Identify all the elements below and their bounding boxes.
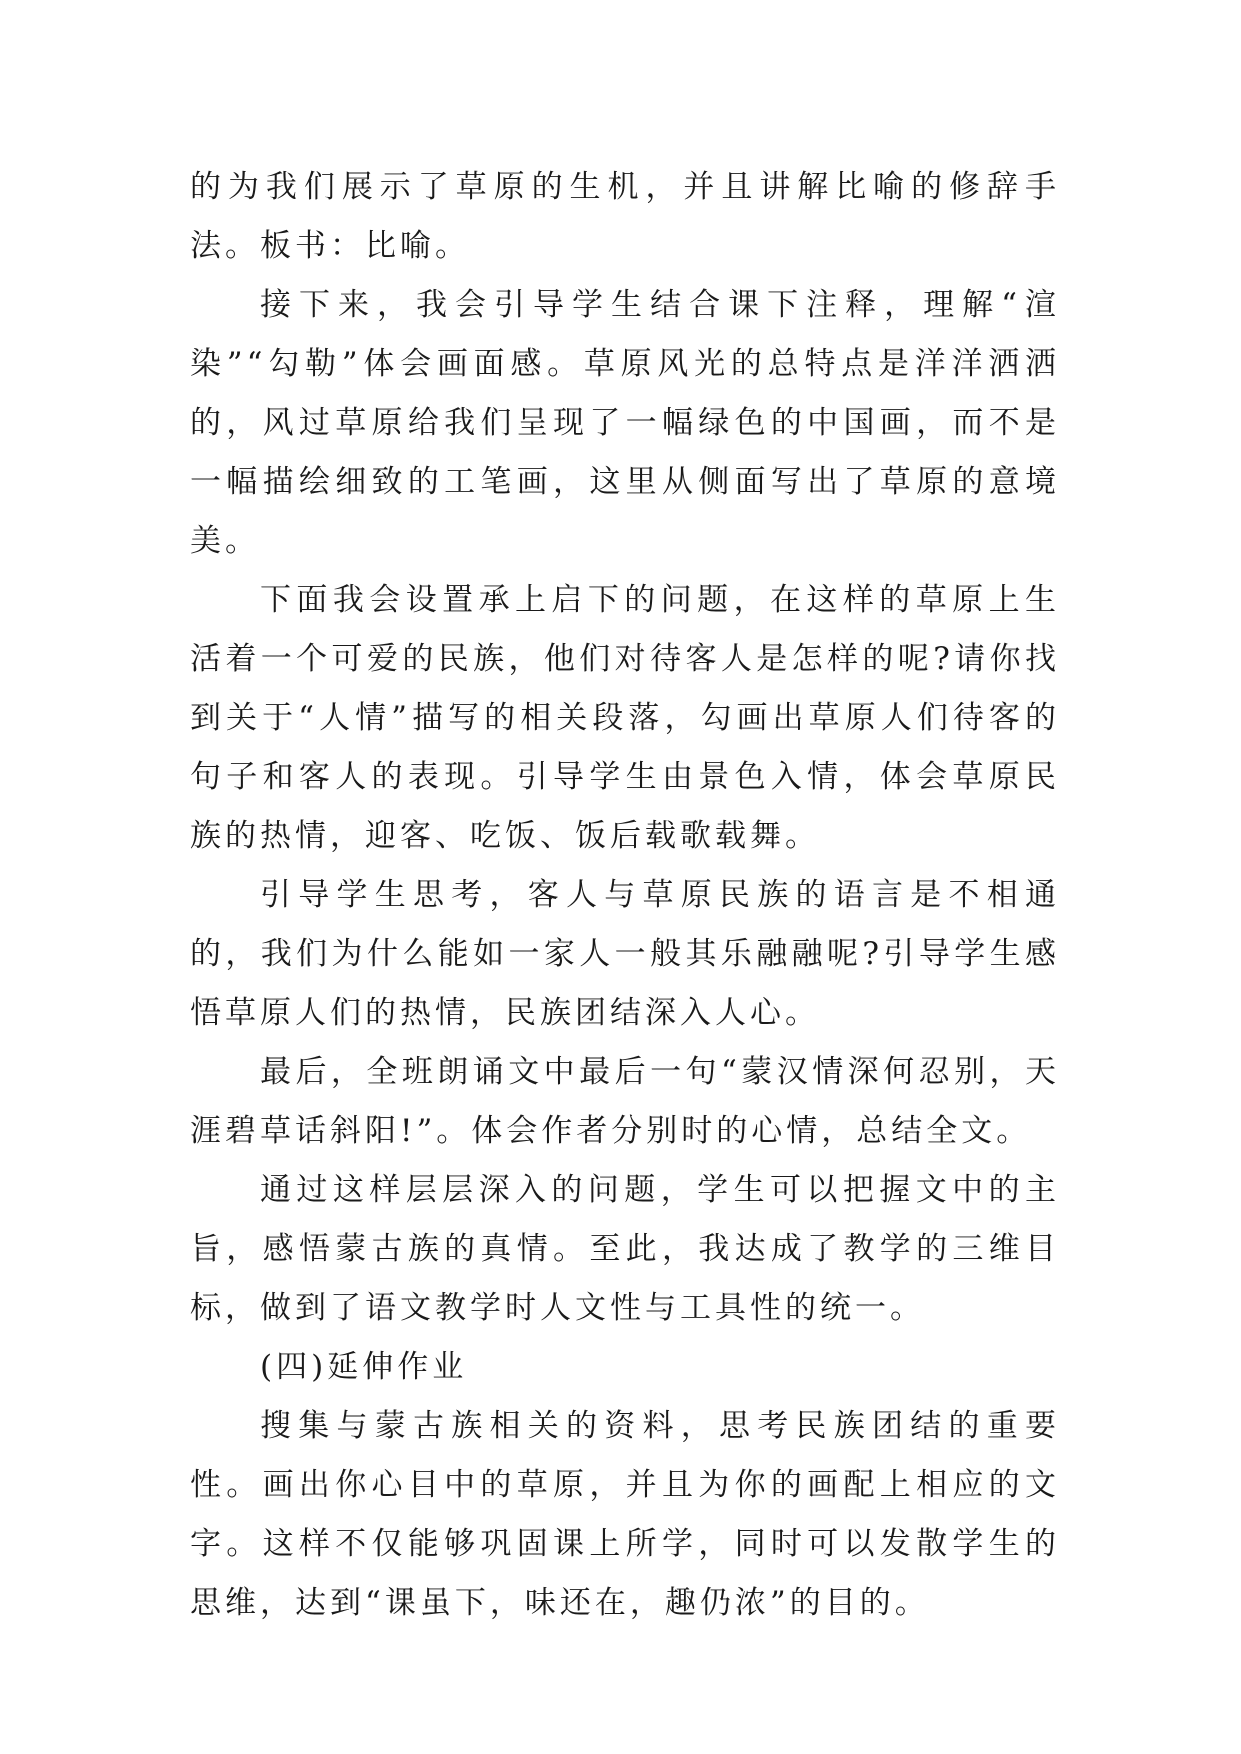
paragraph-unity: 引导学生思考，客人与草原民族的语言是不相通的，我们为什么能如一家人一般其乐融融呢?引导学生感悟草原人们的热情，民族团结深入人心。 [190, 877, 1060, 1031]
paragraph-continuation: 的为我们展示了草原的生机，并且讲解比喻的修辞手法。板书：比喻。 [190, 169, 1060, 264]
paragraph-rendering: 接下来，我会引导学生结合课下注释，理解“渲染”“勾勒”体会画面感。草原风光的总特点是洋洋洒洒的，风过草原给我们呈现了一幅绿色的中国画，而不是一幅描绘细致的工笔画，这里从侧面写出了草原的意境美。 [190, 287, 1060, 559]
section-heading: (四)延伸作业 [260, 1349, 468, 1385]
document-body [190, 158, 1060, 1633]
paragraph-conclusion: 最后，全班朗诵文中最后一句“蒙汉情深何忍别，天涯碧草话斜阳!”。体会作者分别时的心情，总结全文。 [190, 1054, 1060, 1149]
paragraph-hospitality: 下面我会设置承上启下的问题，在这样的草原上生活着一个可爱的民族，他们对待客人是怎样的呢?请你找到关于“人情”描写的相关段落，勾画出草原人们待客的句子和客人的表现。引导学生由景色入情，体会草原民族的热情，迎客、吃饭、饭后载歌载舞。 [190, 582, 1060, 854]
paragraph-summary: 通过这样层层深入的问题，学生可以把握文中的主旨，感悟蒙古族的真情。至此，我达成了教学的三维目标，做到了语文教学时人文性与工具性的统一。 [190, 1172, 1060, 1326]
paragraph-homework: 搜集与蒙古族相关的资料，思考民族团结的重要性。画出你心目中的草原，并且为你的画配上相应的文字。这样不仅能够巩固课上所学，同时可以发散学生的思维，达到“课虽下，味还在，趣仍浓”的目的。 [190, 1408, 1060, 1621]
